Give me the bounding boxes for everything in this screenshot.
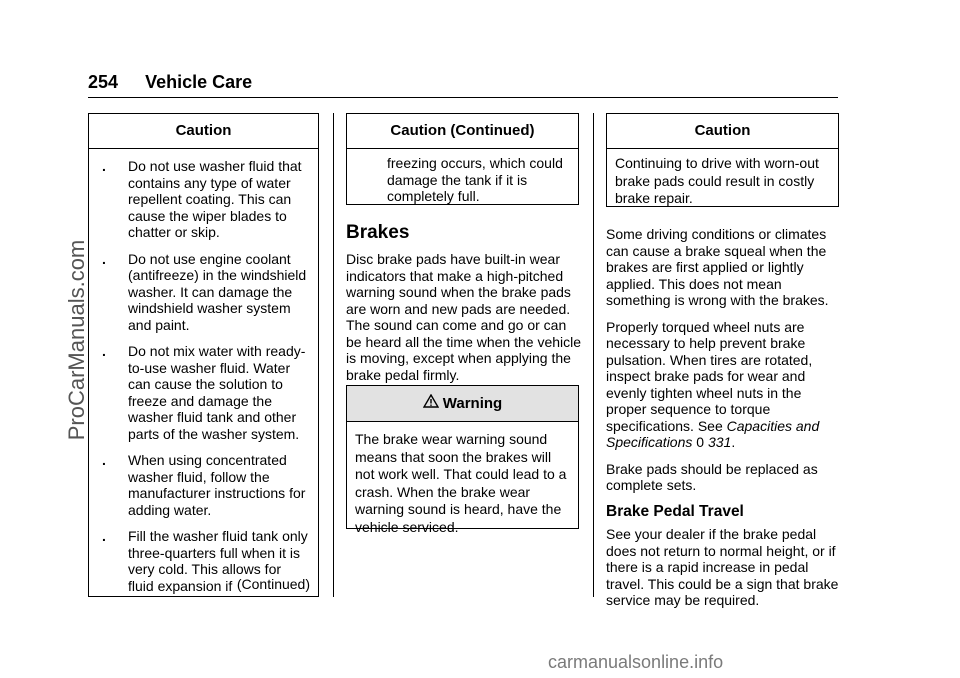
caution-continued-box bbox=[346, 113, 579, 205]
side-watermark: ProCarManuals.com bbox=[64, 239, 89, 441]
squeal-paragraph: Some driving conditions or climates can cause a brake squeal when the brakes are first applied or lightly applied. This does not mean something is wrong with the brakes. bbox=[606, 226, 829, 308]
caution-bullet: . When using concentrated washer fluid, follow the manufacturer instructions for adding water. bbox=[102, 452, 306, 518]
wheel-nuts-paragraph: Properly torqued wheel nuts are necessary to help prevent brake pulsation. When tires are rotated, inspect brake pads for wear and evenly tighten wheel nuts in the proper sequence to torque specifications. See Capacities and Specifications 0 331. bbox=[606, 318, 820, 450]
caution-continued-text: freezing occurs, which could damage the tank if it is completely full. bbox=[387, 155, 563, 204]
caution-continued-title: Caution (Continued) bbox=[347, 114, 578, 149]
brake-pedal-travel-heading: Brake Pedal Travel bbox=[606, 502, 744, 520]
warning-triangle-icon bbox=[423, 394, 439, 412]
caution-box-right bbox=[606, 113, 839, 207]
capacities-link[interactable]: Capacities and Specifications bbox=[606, 417, 820, 450]
page-number: 254 bbox=[88, 72, 119, 92]
page-ref-icon: 0 bbox=[696, 434, 705, 450]
brakes-heading: Brakes bbox=[346, 222, 410, 243]
warning-text: The brake wear warning sound means that soon the brakes will not work well. That could lead to a crash. When the brake wear warning sound is heard, have the vehicle serviced. bbox=[355, 431, 567, 535]
caution-box-left bbox=[88, 113, 319, 597]
warning-header bbox=[347, 386, 578, 422]
header-rule bbox=[88, 97, 838, 98]
column-divider-left bbox=[333, 113, 334, 597]
pedal-travel-paragraph: See your dealer if the brake pedal does not return to normal height, or if there is a rapid increase in pedal travel. This could be a sign that brake service may be required. bbox=[606, 526, 839, 608]
caution-bullet-list bbox=[89, 149, 318, 594]
page-ref[interactable]: 331 bbox=[707, 434, 732, 450]
caution-right-title: Caution bbox=[607, 114, 838, 149]
caution-title: Caution bbox=[89, 114, 318, 149]
section-title: Vehicle Care bbox=[145, 72, 253, 92]
column-divider-right bbox=[593, 113, 594, 597]
page-header bbox=[88, 72, 252, 93]
footer-watermark: carmanualsonline.info bbox=[548, 652, 724, 672]
caution-bullet: . Do not mix water with ready-to-use washer fluid. Water can cause the solution to freeze and damage the washer fluid tank and other parts of the washer system. bbox=[102, 343, 306, 442]
warning-title: Warning bbox=[442, 395, 503, 412]
caution-bullet: . Do not use engine coolant (antifreeze) in the windshield washer. It can damage the windshield washer system and paint. bbox=[102, 250, 307, 333]
caution-bullet: . Do not use washer fluid that contains any type of water repellent coating. This can cause the wiper blades to chatter or skip. bbox=[102, 158, 302, 240]
caution-right-text: Continuing to drive with worn-out brake pads could result in costly brake repair. bbox=[615, 155, 819, 206]
warning-box bbox=[346, 385, 579, 535]
brakes-paragraph: Disc brake pads have built-in wear indicators that make a high-pitched warning sound when the brake pads are worn and new pads are needed. The sound can come and go or can be heard all the time when the vehicle is moving, except when applying the brake pedal firmly. bbox=[346, 251, 582, 383]
continued-label: (Continued) bbox=[236, 576, 310, 592]
caution-bullet: . Fill the washer fluid tank only three-quarters full when it is very cold. This allows for fluid expansion if bbox=[102, 528, 308, 594]
replace-paragraph: Brake pads should be replaced as complete sets. bbox=[606, 460, 818, 493]
